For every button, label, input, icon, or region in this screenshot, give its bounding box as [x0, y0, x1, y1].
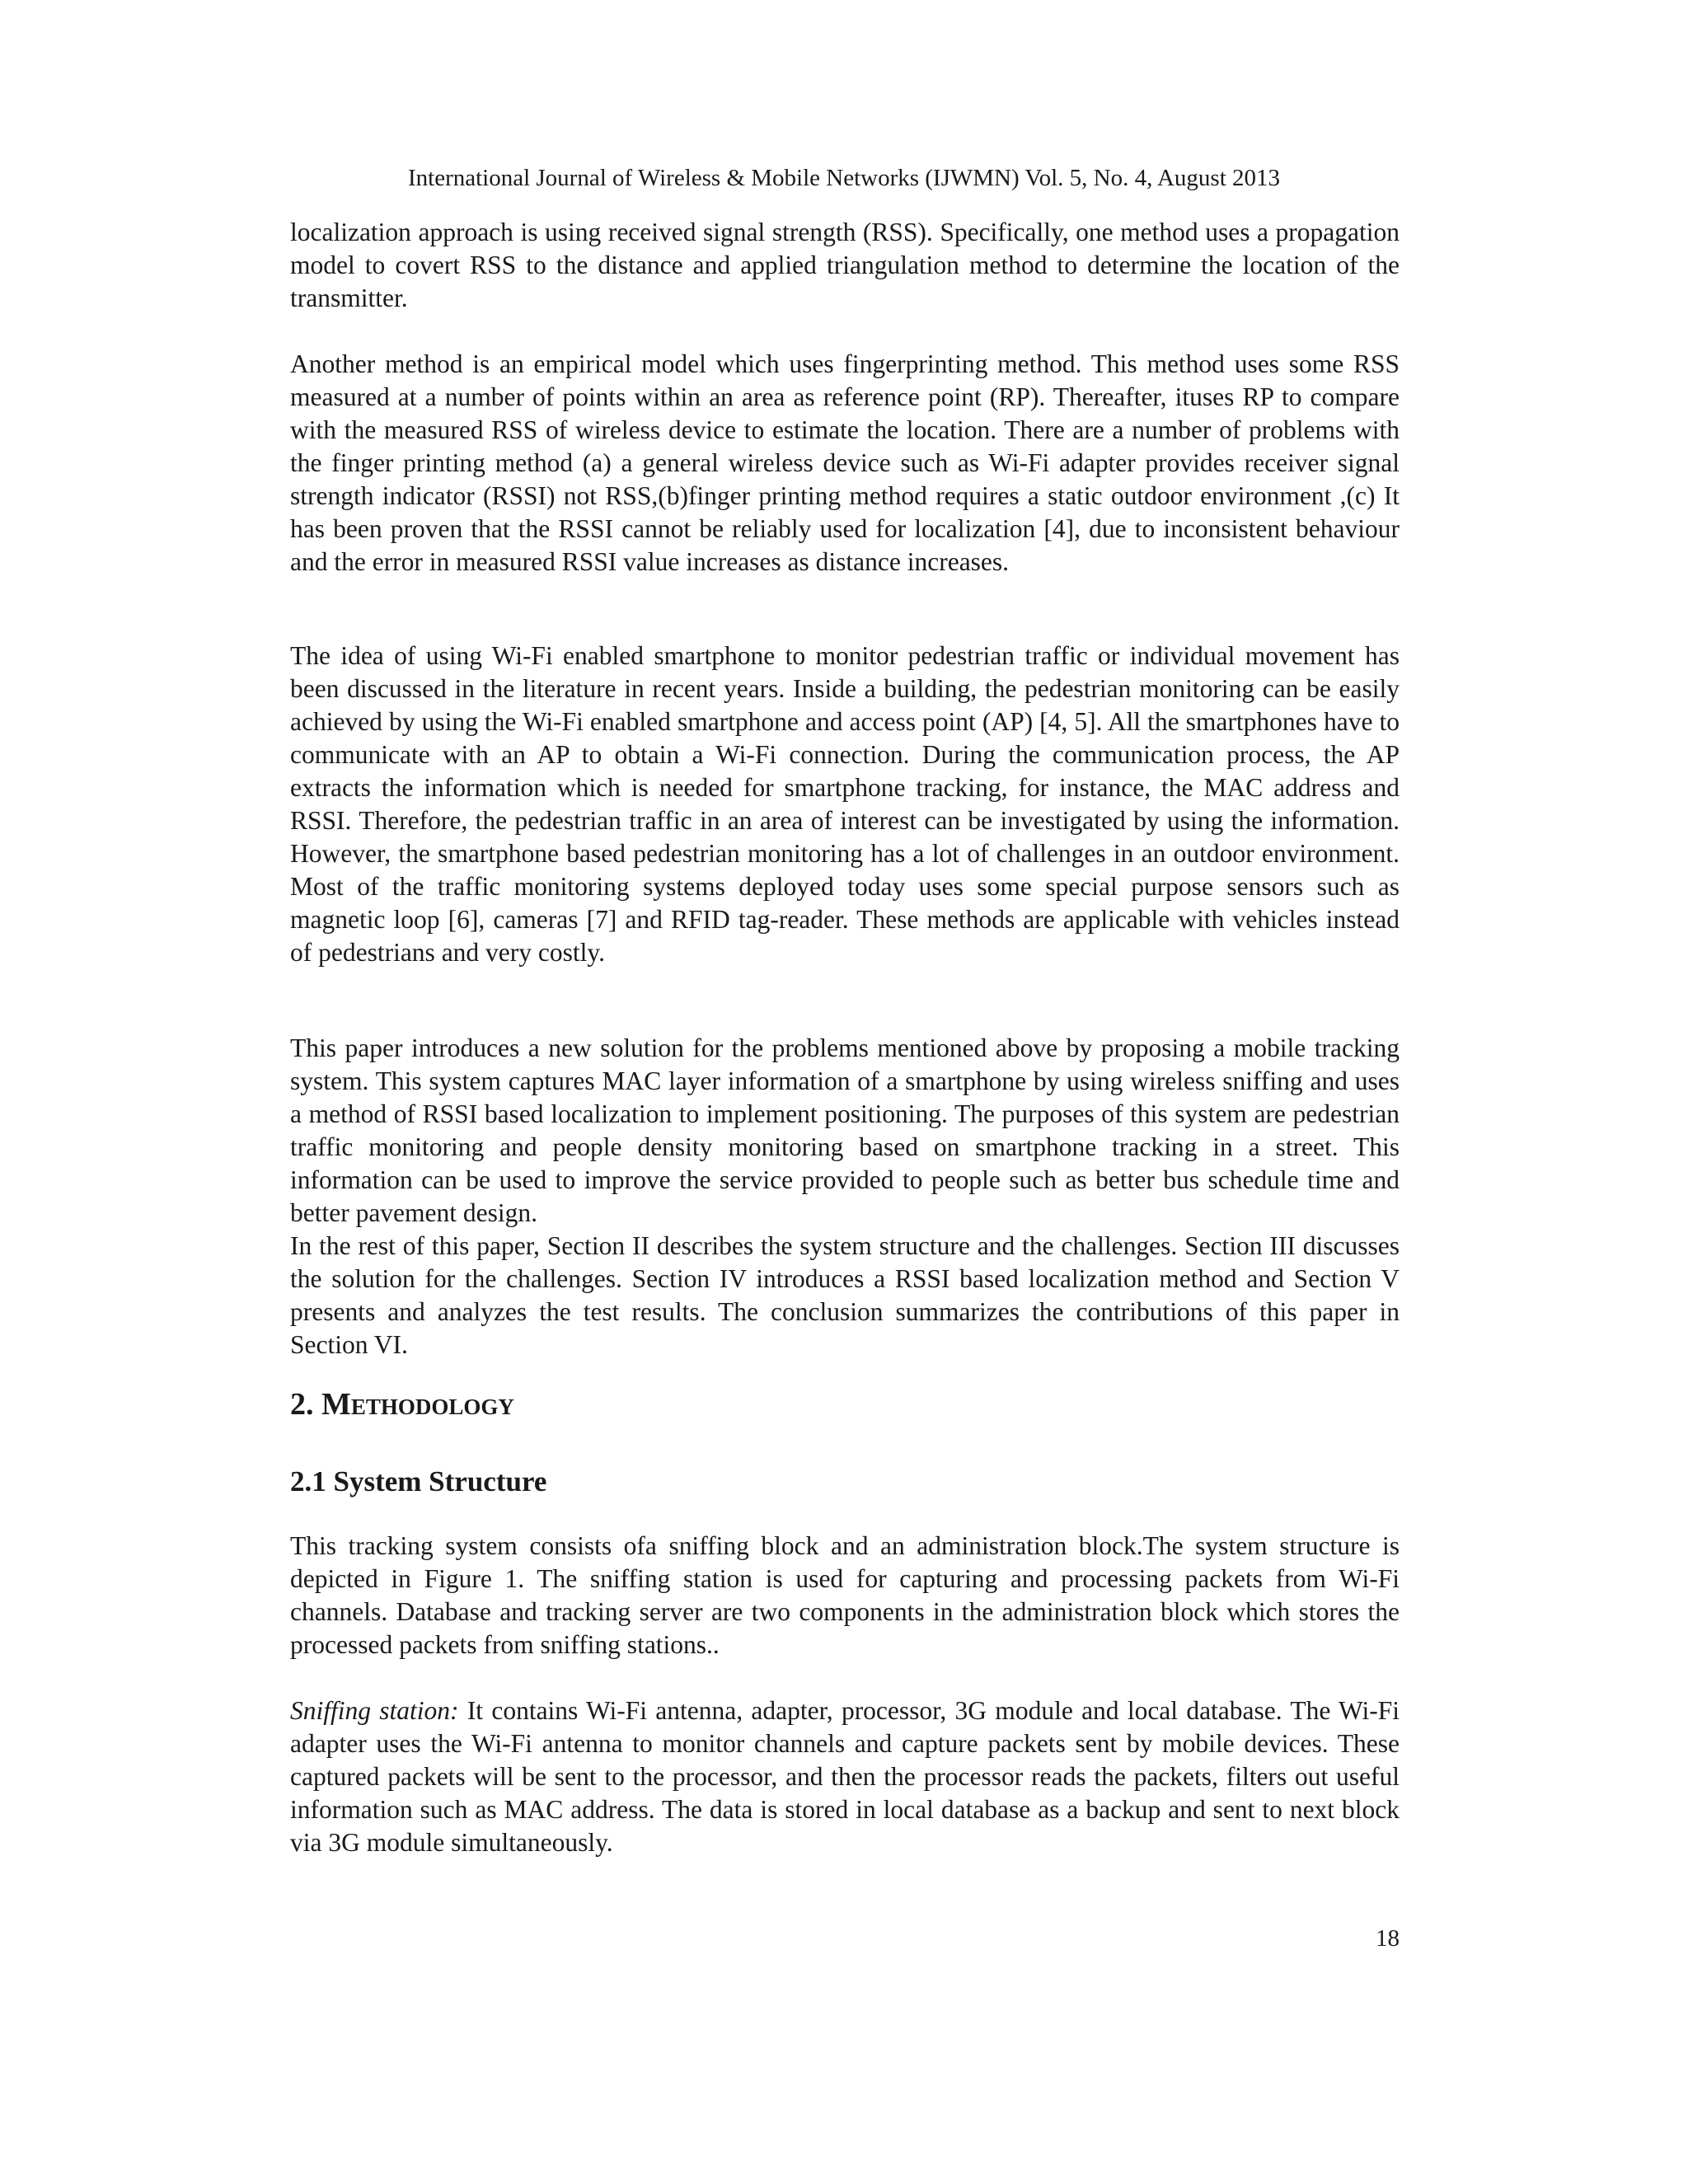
subsection-heading-block	[290, 1464, 1400, 1500]
body-block-2	[290, 348, 1400, 579]
sniffing-station-lead: Sniffing station:	[290, 1696, 459, 1725]
body-block-3	[290, 640, 1400, 969]
section-heading-block	[290, 1385, 1400, 1424]
body-block-1	[290, 216, 1400, 315]
body-block-5	[290, 1530, 1400, 1661]
running-header: International Journal of Wireless & Mobile Networks (IJWMN) Vol. 5, No. 4, August 2013	[407, 165, 1281, 191]
paragraph-rss-localization: localization approach is using received signal strength (RSS). Specifically, one method uses a propagation model to covert RSS to the distance and applied triangulation method to determine the location of the transmitter.	[290, 218, 1400, 312]
body-block-4	[290, 1032, 1400, 1361]
paragraph-proposed-solution: This paper introduces a new solution for the problems mentioned above by proposing a mobile tracking system. This system captures MAC layer information of a smartphone by using wireless sniffing and uses a method of RSSI based localization to implement positioning. The purposes of this system are pedestrian traffic monitoring and people density monitoring based on smartphone tracking in a street. This information can be used to improve the service provided to people such as better bus schedule time and better pavement design.	[290, 1033, 1400, 1227]
body-block-6	[290, 1694, 1400, 1859]
page-number: 18	[1376, 1925, 1400, 1952]
subsection-heading: 2.1 System Structure	[290, 1465, 547, 1497]
paragraph-sniffing-station	[290, 1694, 1400, 1859]
sniffing-station-text: It contains Wi-Fi antenna, adapter, processor, 3G module and local database. The Wi-Fi adapter uses the Wi-Fi antenna to monitor channels and capture packets sent by mobile devices. These captured packets will be sent to the processor, and then the processor reads the packets, filters out useful information such as MAC address. The data is stored in local database as a backup and sent to next block via 3G module simultaneously.	[290, 1696, 1400, 1857]
paragraph-fingerprinting: Another method is an empirical model which uses fingerprinting method. This method uses some RSS measured at a number of points within an area as reference point (RP). Thereafter, ituses RP to compare with the measured RSS of wireless device to estimate the location. There are a number of problems with the finger printing method (a) a general wireless device such as Wi-Fi adapter provides receiver signal strength indicator (RSSI) not RSS,(b)finger printing method requires a static outdoor environment ,(c) It has been proven that the RSSI cannot be reliably used for localization [4], due to inconsistent behaviour and the error in measured RSSI value increases as distance increases.	[290, 349, 1400, 576]
paragraph-wifi-smartphone: The idea of using Wi-Fi enabled smartphone to monitor pedestrian traffic or individual movement has been discussed in the literature in recent years. Inside a building, the pedestrian monitoring can be easily achieved by using the Wi-Fi enabled smartphone and access point (AP) [4, 5]. All the smartphones have to communicate with an AP to obtain a Wi-Fi connection. During the communication process, the AP extracts the information which is needed for smartphone tracking, for instance, the MAC address and RSSI. Therefore, the pedestrian traffic in an area of interest can be investigated by using the information. However, the smartphone based pedestrian monitoring has a lot of challenges in an outdoor environment. Most of the traffic monitoring systems deployed today uses some special purpose sensors such as magnetic loop [6], cameras [7] and RFID tag-reader. These methods are applicable with vehicles instead of pedestrians and very costly.	[290, 641, 1400, 967]
section-heading	[290, 1385, 1400, 1424]
section-number: 2.	[290, 1387, 321, 1422]
paragraph-paper-outline: In the rest of this paper, Section II describes the system structure and the challenges. Section III discusses the solution for the challenges. Section IV introduces a RSSI based localization method and Section V presents and analyzes the test results. The conclusion summarizes the contributions of this paper in Section VI.	[290, 1231, 1400, 1359]
paragraph-system-structure: This tracking system consists ofa sniffing block and an administration block.The system structure is depicted in Figure 1. The sniffing station is used for capturing and processing packets from Wi-Fi channels. Database and tracking server are two components in the administration block which stores the processed packets from sniffing stations..	[290, 1531, 1400, 1659]
section-title: Methodology	[321, 1387, 514, 1422]
